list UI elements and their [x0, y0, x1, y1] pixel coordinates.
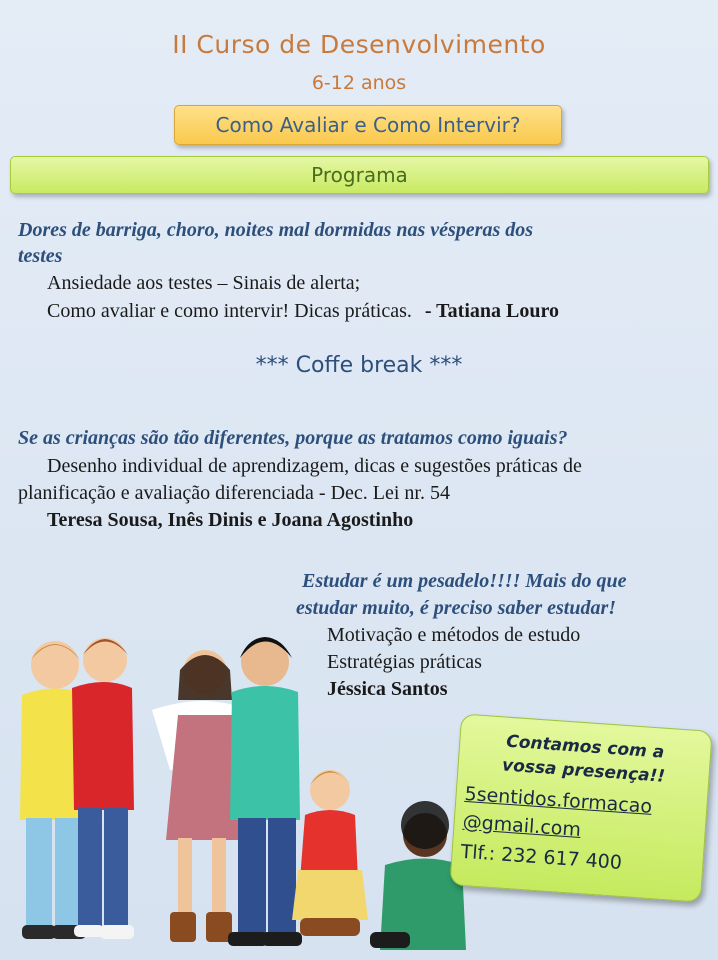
course-title: II Curso de Desenvolvimento [172, 30, 546, 59]
question-text: Como Avaliar e Como Intervir? [215, 113, 521, 137]
question-banner [174, 105, 562, 145]
contact-email-part2[interactable]: @gmail.com [461, 810, 582, 842]
contact-line1: Contamos com a [505, 731, 665, 763]
session3-heading-line1: Estudar é um pesadelo!!!! Mais do que [302, 570, 627, 592]
session3-line2: Estratégias práticas [327, 651, 482, 673]
session2-line1: Desenho individual de aprendizagem, dicas e sugestões práticas de [47, 455, 582, 477]
age-range: 6-12 anos [311, 72, 407, 94]
children-illustration [0, 620, 470, 960]
session3-line1: Motivação e métodos de estudo [327, 624, 581, 646]
programa-text: Programa [311, 163, 408, 187]
child-red-shirt [72, 638, 134, 939]
session1-heading-line2: testes [18, 245, 63, 267]
coffee-break: *** Coffe break *** [255, 353, 463, 378]
contact-email-part1[interactable]: 5sentidos.formacao [463, 782, 653, 818]
session1-line2 [47, 299, 559, 324]
session3-speaker: Jéssica Santos [327, 678, 448, 700]
session1-heading-line1: Dores de barriga, choro, noites mal dormidas nas vésperas dos [18, 219, 534, 241]
child-sitting-girl [292, 770, 368, 936]
session2-heading: Se as crianças são tão diferentes, porque as tratamos como iguais? [18, 427, 568, 449]
session1-line1: Ansiedade aos testes – Sinais de alerta; [47, 272, 361, 294]
contact-card [449, 713, 712, 902]
session2-line2: planificação e avaliação diferenciada - Dec. Lei nr. 54 [18, 482, 450, 504]
contact-phone: Tlf.: 232 617 400 [459, 840, 623, 874]
programa-banner [10, 156, 709, 194]
session1-speaker: - Tatiana Louro [424, 300, 559, 322]
child-teal-shirt [228, 637, 302, 946]
session1-line2-text: Como avaliar e como intervir! Dicas práticas. [47, 300, 412, 322]
session2-speakers: Teresa Sousa, Inês Dinis e Joana Agostinho [47, 509, 414, 531]
contact-line2: vossa presença!! [501, 755, 666, 787]
session3-heading-line2: estudar muito, é preciso saber estudar! [296, 597, 617, 619]
